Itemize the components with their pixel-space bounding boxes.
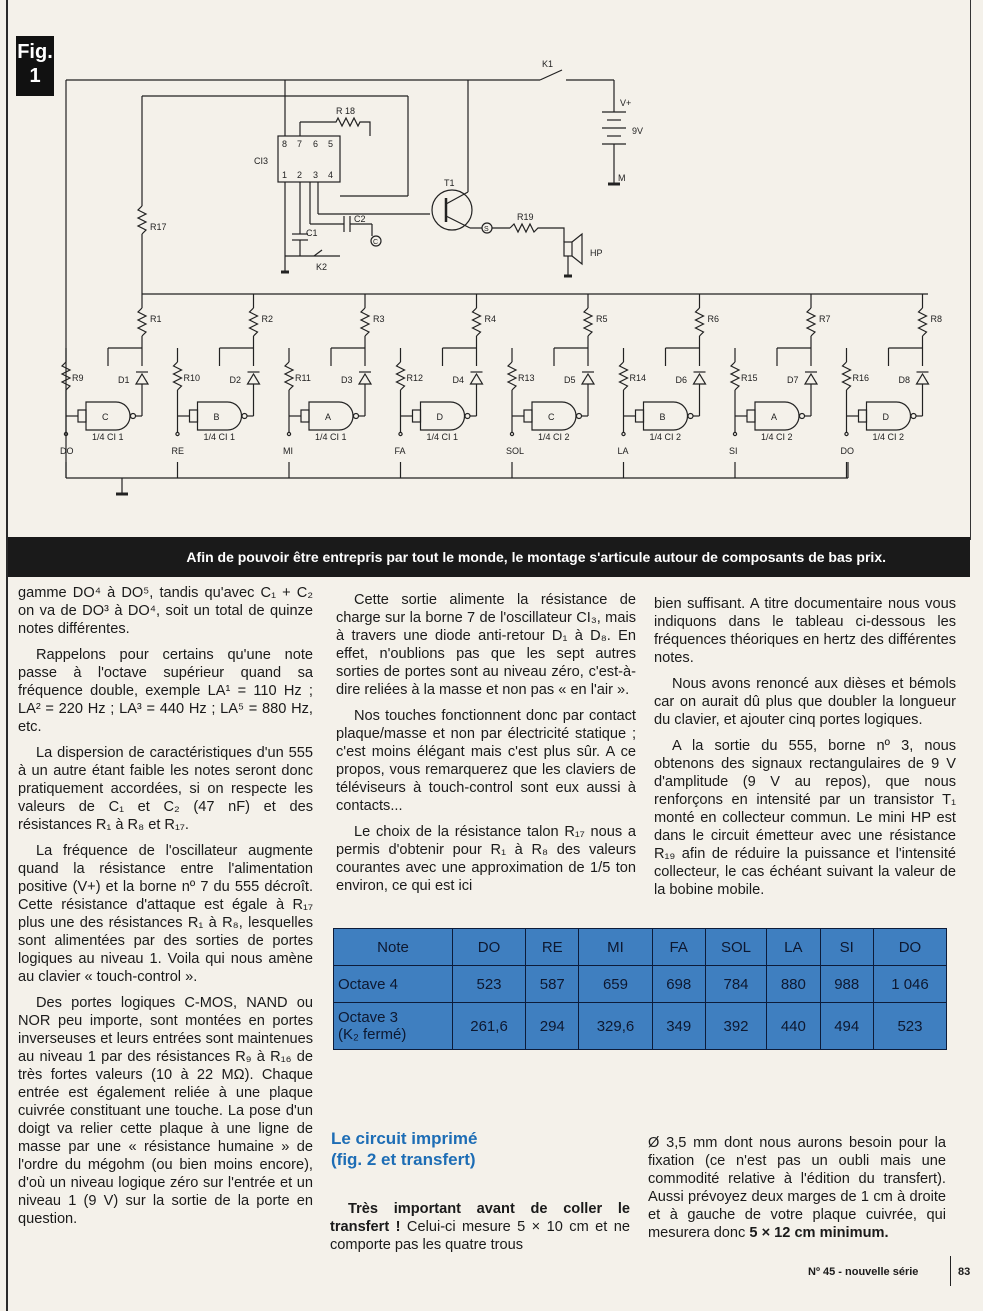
table-cell: 329,6 — [579, 1003, 652, 1050]
text-column-3 — [654, 595, 956, 907]
gate-output-bubble — [465, 414, 470, 419]
resistor — [174, 362, 182, 390]
gate-input-box — [747, 410, 755, 422]
bold-lead: Très important avant de coller le transfert ! — [330, 1201, 630, 1235]
figure-caption: Afin de pouvoir être entrepris par tout le monde, le montage s'articule autour de composants de bas prix. — [8, 537, 970, 577]
gate-chip-label: 1/4 CI 2 — [761, 432, 793, 442]
circuit-schematic — [0, 0, 983, 540]
key-terminal — [845, 432, 848, 435]
switch-k1 — [540, 70, 562, 80]
paragraph: La dispersion de caractéristiques d'un 555 à un autre étant faible les notes seront donc pratiquement accordées, si on respecte les valeurs de C₁ et C₂ (47 nF) et des résistances R₁ à R₈ et R₁₇. — [18, 745, 313, 833]
s-terminal-label: S — [484, 226, 489, 233]
note-label: RE — [171, 446, 185, 456]
resistor — [397, 362, 405, 390]
resistor-label: R15 — [741, 373, 758, 383]
gate-input-box — [636, 410, 644, 422]
gate-output-bubble — [577, 414, 582, 419]
table-cell: Note — [334, 929, 453, 966]
paragraph: La fréquence de l'oscillateur augmente quand la résistance entre l'alimentation positive (V+) et la borne nº 7 du 555 décroît. Cette résistance d'attaque est égale à R₁₇ plus une des résistances R₁ à R₈, lesquelles sont alimentées par des sorties de portes logiques au niveau 1. Voila qui nous amène au clavier « touch-control ». — [18, 843, 313, 985]
table-cell — [334, 1003, 453, 1050]
table-cell: 523 — [873, 1003, 946, 1050]
table-cell: 349 — [652, 1003, 705, 1050]
figure-label-word: Fig. — [17, 41, 53, 63]
vplus-label: V+ — [620, 98, 632, 108]
resistor — [285, 362, 293, 390]
paragraph — [648, 1134, 946, 1242]
table-cell: 494 — [820, 1003, 873, 1050]
table-cell: 392 — [705, 1003, 766, 1050]
speaker-hp — [564, 242, 572, 256]
c2-label: C2 — [354, 214, 366, 224]
transistor-t1 — [432, 190, 472, 230]
gate-chip-label: 1/4 CI 2 — [538, 432, 570, 442]
gate-chip-label: 1/4 CI 1 — [203, 432, 236, 442]
frequency-table — [333, 928, 947, 1050]
table-cell: 880 — [767, 966, 820, 1003]
resistor-label: R2 — [261, 314, 274, 324]
mass-label: M — [618, 173, 626, 183]
resistor — [361, 308, 369, 336]
resistor — [919, 308, 927, 336]
table-cell: SOL — [705, 929, 766, 966]
resistor — [473, 308, 481, 336]
r19-label: R19 — [517, 212, 534, 222]
diode — [471, 374, 483, 384]
resistor — [138, 308, 146, 336]
footer-issue: Nº 45 - nouvelle série — [808, 1266, 919, 1278]
table-cell: SI — [820, 929, 873, 966]
gate-output-bubble — [911, 414, 916, 419]
keyboard-stages — [60, 294, 942, 478]
gate-input-box — [859, 410, 867, 422]
table-cell: RE — [526, 929, 579, 966]
gate-output-bubble — [688, 414, 693, 419]
paragraph: gamme DO⁴ à DO⁵, tandis qu'avec C₁ + C₂ on va de DO³ à DO⁴, soit un total de quinze notes différentes. — [18, 585, 313, 637]
resistor — [696, 308, 704, 336]
note-label: LA — [617, 446, 629, 456]
gate-output-bubble — [354, 414, 359, 419]
paragraph: Nos touches fonctionnent donc par contact plaque/masse et non par électricité statique ; c'est moins élégant mais c'est plus sûr. A ce propos, vous remarquerez que les claviers de téléviseurs à touch-control sont eux aussi à contacts... — [336, 708, 636, 814]
resistor-label: R7 — [819, 314, 831, 324]
resistor-label: R3 — [373, 314, 385, 324]
resistor-label: R9 — [72, 373, 84, 383]
table-cell: DO — [453, 929, 526, 966]
key-terminal — [510, 432, 513, 435]
resistor-label: R10 — [183, 373, 201, 383]
pin-2: 2 — [297, 170, 303, 180]
table-row — [334, 1003, 947, 1050]
gate-output-bubble — [800, 414, 805, 419]
paragraph: Nous avons renoncé aux dièses et bémols car on aurait dû plus que doubler la longueur du clavier, et ajouter cinq portes logiques. — [654, 676, 956, 728]
k1-label: K1 — [542, 59, 554, 69]
note-label: DO — [60, 446, 74, 456]
key-terminal — [399, 432, 402, 435]
heading-line: Le circuit imprimé — [331, 1129, 478, 1148]
hp-label: HP — [590, 248, 603, 258]
ci3-label: CI3 — [254, 156, 269, 166]
gate-input-box — [413, 410, 421, 422]
key-terminal — [287, 432, 290, 435]
gate-letter: D — [882, 412, 889, 422]
resistor — [620, 362, 628, 390]
paragraph: Cette sortie alimente la résistance de charge sur la borne 7 de l'oscillateur CI₃, mais à travers une diode anti-retour D₁ à D₈. En effet, n'oublions pas que les sept autres sorties de portes sont au niveau zéro, c'est-à-dire reliées à la masse et non pas « en l'air ». — [336, 592, 636, 698]
row-label-note: (K₂ fermé) — [338, 1026, 407, 1043]
section-heading — [331, 1128, 581, 1170]
table-cell: 659 — [579, 966, 652, 1003]
text-column-5 — [648, 1134, 946, 1250]
gate-input-box — [190, 410, 198, 422]
gate-letter: A — [325, 412, 332, 422]
gate-chip-label: 1/4 CI 1 — [426, 432, 459, 442]
resistor-label: R13 — [518, 373, 535, 383]
gate-letter: A — [771, 412, 778, 422]
paragraph: Des portes logiques C-MOS, NAND ou NOR peu importe, sont montées en portes inverseuses et leurs entrées sont maintenues au niveau 1 par des résistances R₉ à R₁₆ de très fortes valeurs (10 à 22 MΩ). Chaque entrée est également reliée à une plaque cuivrée constituant une touche. La pose d'un doigt va relier cette plaque à une ligne de masse par une « résistance humaine » de l'ordre du mégohm (ou bien moins encore), d'où un niveau logique zéro sur l'entrée et un niveau 1 (9 V) sur la sortie de la porte en question. — [18, 995, 313, 1227]
diode — [248, 374, 260, 384]
pin-3: 3 — [313, 170, 319, 180]
gate-letter: B — [213, 412, 220, 422]
diode-label: D7 — [787, 375, 799, 385]
gate-chip-label: 1/4 CI 1 — [92, 432, 124, 442]
diode — [805, 374, 817, 384]
text-column-2 — [336, 591, 636, 903]
text-column-1 — [18, 584, 313, 1236]
resistor-label: R1 — [150, 314, 162, 324]
pin-6: 6 — [313, 139, 319, 149]
gate-letter: C — [102, 412, 109, 422]
gate-chip-label: 1/4 CI 1 — [315, 432, 347, 442]
gate-letter: B — [659, 412, 666, 422]
page-number: 83 — [958, 1266, 971, 1278]
resistor-label: R4 — [484, 314, 497, 324]
diode — [582, 374, 594, 384]
resistor — [250, 308, 258, 336]
bold-tail: 5 × 12 cm minimum. — [749, 1225, 889, 1241]
battery — [602, 112, 626, 144]
key-terminal — [622, 432, 625, 435]
resistor-label: R14 — [629, 373, 647, 383]
table-cell: 587 — [526, 966, 579, 1003]
key-terminal — [733, 432, 736, 435]
paragraph: bien suffisant. A titre documentaire nous vous indiquons dans le tableau ci-dessous les fréquences théoriques en hertz des différentes notes. — [654, 596, 956, 666]
row-label: Octave 3 — [338, 1009, 399, 1026]
figure-label-number: 1 — [29, 65, 41, 87]
table-cell: MI — [579, 929, 652, 966]
table-cell: 988 — [820, 966, 873, 1003]
pin-4: 4 — [328, 170, 334, 180]
table-cell: 784 — [705, 966, 766, 1003]
gate-chip-label: 1/4 CI 2 — [649, 432, 682, 442]
note-label: SOL — [506, 446, 525, 456]
diode — [694, 374, 706, 384]
resistor-label: R11 — [295, 373, 311, 383]
pin-8: 8 — [282, 139, 288, 149]
gate-output-bubble — [131, 414, 136, 419]
diode-label: D6 — [675, 375, 688, 385]
gate-output-bubble — [242, 414, 247, 419]
note-label: SI — [729, 446, 738, 456]
diode — [359, 374, 371, 384]
table-row — [334, 966, 947, 1003]
diode-label: D5 — [564, 375, 576, 385]
t1-label: T1 — [444, 178, 455, 188]
paragraph: Rappelons pour certains qu'une note passe à l'octave supérieur quand sa fréquence double, exemple LA¹ = 110 Hz ; LA² = 220 Hz ; LA³ = 440 Hz ; LA⁵ = 880 Hz, etc. — [18, 647, 313, 735]
paragraph-rest: Celui-ci mesure 5 × 10 cm et ne comporte pas les quatre trous — [330, 1219, 630, 1253]
paragraph-text: Ø 3,5 mm dont nous aurons besoin pour la fixation (ce n'est pas un oubli mais une commodité relative à l'édition du transfert). Aussi prévoyez deux marges de 1 cm à droite et à gauche de votre plaque cuivrée, qui mesurera donc — [648, 1135, 946, 1241]
gate-input-box — [78, 410, 86, 422]
footer-divider — [950, 1256, 951, 1286]
r18-label: R 18 — [336, 106, 356, 116]
table-cell: 523 — [453, 966, 526, 1003]
resistor-label: R5 — [596, 314, 608, 324]
resistor — [508, 362, 516, 390]
paragraph: A la sortie du 555, borne nº 3, nous obtenons des signaux rectangulaires de 9 V d'amplitude (9 V au repos), que nous renforçons en intensité par un transistor T₁ monté en collecteur commun. Le mini HP est dans le circuit émetteur avec une résistance R₁₉ afin de réduire la puissance et l'intensité collecteur, le cas échéant suivant la valeur de la bobine mobile. — [654, 738, 956, 898]
heading-line: (fig. 2 et transfert) — [331, 1150, 476, 1169]
resistor-label: R12 — [406, 373, 424, 383]
k2-label: K2 — [316, 262, 328, 272]
paragraph: Le choix de la résistance talon R₁₇ nous a permis d'obtenir pour R₁ à R₈ des valeurs courantes avec une approximation de 1/5 ton environ, ce qui est ici — [336, 824, 636, 894]
table-cell: 294 — [526, 1003, 579, 1050]
table-cell: 261,6 — [453, 1003, 526, 1050]
battery-voltage-label: 9V — [632, 126, 644, 136]
diode-label: D4 — [452, 375, 465, 385]
resistor — [731, 362, 739, 390]
table-cell: DO — [873, 929, 946, 966]
diode-label: D3 — [341, 375, 353, 385]
note-label: FA — [394, 446, 406, 456]
note-label: DO — [840, 446, 854, 456]
r17-label: R17 — [150, 222, 167, 232]
table-cell: 440 — [767, 1003, 820, 1050]
resistor-label: R16 — [852, 373, 870, 383]
gate-letter: D — [436, 412, 443, 422]
diode-label: D1 — [118, 375, 130, 385]
table-cell: LA — [767, 929, 820, 966]
table-cell: Octave 4 — [334, 966, 453, 1003]
gate-input-box — [301, 410, 309, 422]
resistor-label: R8 — [930, 314, 943, 324]
table-cell: 1 046 — [873, 966, 946, 1003]
resistor-label: R6 — [707, 314, 720, 324]
resistor — [843, 362, 851, 390]
c1-label: C1 — [306, 228, 318, 238]
diode-label: D8 — [898, 375, 911, 385]
table-header-row — [334, 929, 947, 966]
gate-chip-label: 1/4 CI 2 — [872, 432, 905, 442]
gate-letter: C — [548, 412, 555, 422]
pin-1: 1 — [282, 170, 288, 180]
diode-label: D2 — [229, 375, 242, 385]
pin-7: 7 — [297, 139, 303, 149]
diode — [136, 374, 148, 384]
diode — [917, 374, 929, 384]
paragraph — [330, 1200, 630, 1254]
gate-input-box — [524, 410, 532, 422]
key-terminal — [176, 432, 179, 435]
note-label: MI — [283, 446, 293, 456]
c-terminal-label: C — [373, 239, 379, 246]
pin-5: 5 — [328, 139, 334, 149]
resistor — [584, 308, 592, 336]
table-cell: FA — [652, 929, 705, 966]
table-cell: 698 — [652, 966, 705, 1003]
resistor — [807, 308, 815, 336]
text-column-4 — [330, 1200, 630, 1262]
